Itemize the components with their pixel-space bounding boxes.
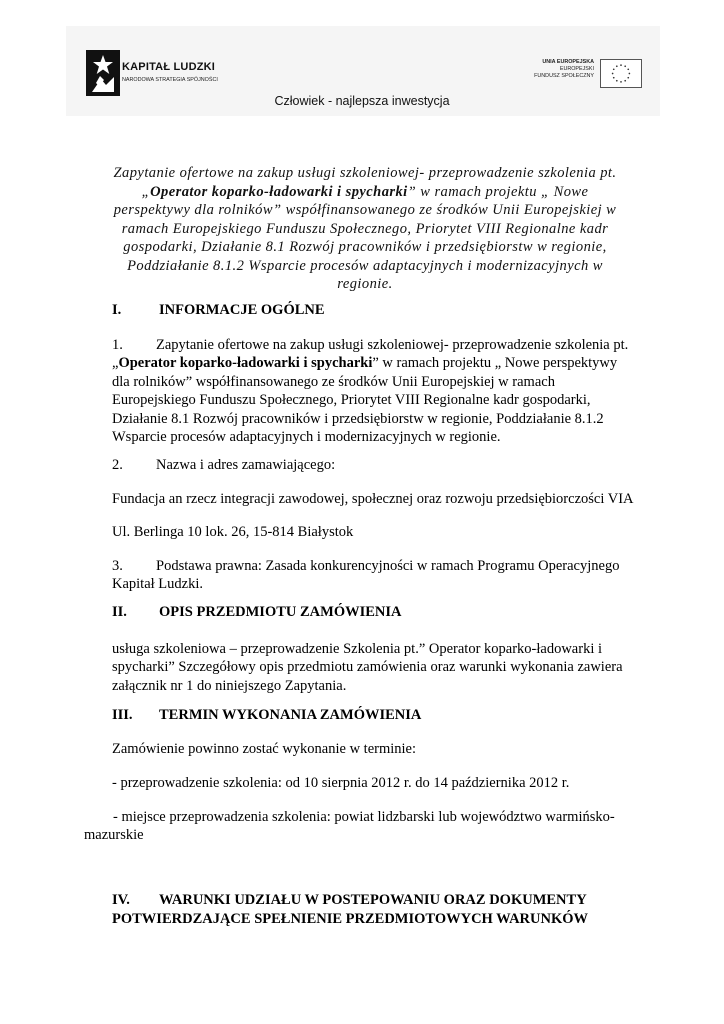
item-1-course-name: Operator koparko-ładowarki i spycharki: [118, 355, 373, 372]
intro-paragraph: [110, 164, 620, 294]
item-3-line-2: Kapitał Ludzki.: [112, 576, 204, 593]
item-1-line-6: Wsparcie procesów adaptacyjnych i modernizacyjnych w regionie.: [112, 429, 501, 446]
eu-logo-text: [534, 59, 594, 81]
section-3-number: III.: [112, 707, 133, 723]
section-2-body: [112, 640, 672, 695]
section-2-title: OPIS PRZEDMIOTU ZAMÓWIENIA: [159, 604, 402, 620]
item-1-line-2-rest: ” w ramach projektu „ Nowe perspektywy: [372, 355, 618, 372]
section-1-item-3: [112, 557, 619, 594]
tagline: Człowiek - najlepsza inwestycja: [274, 94, 450, 108]
intro-pre: Zapytanie ofertowe na zakup usługi szkoleniowej- przeprowadzenie szkolenia pt. „: [113, 165, 617, 200]
item-1-line-4: Europejskiego Funduszu Społecznego, Priorytet VIII Regionalne kadr gospodarki,: [112, 392, 591, 409]
intro-post: ” w ramach projektu „ Nowe perspektywy dla rolników” współfinansowanego ze środków Unii Europejskiej w ramach Europejskiego Funduszu Społecznego, Priorytet VIII Regionalne kadr gospodarki, Działanie 8.1 Rozwój pracowników i przedsiębiorstw w regionie, Poddziałanie 8.1.2 Wsparcie procesów adaptacyjnych i modernizacyjnych w regionie.: [113, 183, 617, 292]
eu-flag-icon: [600, 59, 642, 88]
section-4-line-1: [112, 891, 588, 910]
section-4-title-line-2: POTWIERDZAJĄCE SPEŁNIENIE PRZEDMIOTOWYCH WARUNKÓW: [112, 910, 589, 927]
section-4-number: IV.: [112, 892, 130, 908]
organization-name: Fundacja an rzecz integracji zawodowej, społecznej oraz rozwoju przedsiębiorczości VIA: [112, 491, 634, 507]
intro-course-name: Operator koparko-ładowarki i spycharki: [150, 183, 408, 200]
item-1-text: Zapytanie ofertowe na zakup usługi szkoleniowej- przeprowadzenie szkolenia pt.: [156, 337, 629, 353]
section-4-title-line-1: WARUNKI UDZIAŁU W POSTEPOWANIU ORAZ DOKUMENTY: [159, 892, 587, 908]
section-3-place-line-2: mazurskie: [84, 827, 144, 844]
item-3-text: Podstawa prawna: Zasada konkurencyjności w ramach Programu Operacyjnego: [156, 558, 620, 574]
eu-line-2: EUROPEJSKI: [559, 66, 594, 73]
section-3-place-line-1: - miejsce przeprowadzenia szkolenia: powiat lidzbarski lub województwo warmińsko-: [113, 809, 615, 825]
section-2-line-3: załącznik nr 1 do niniejszego Zapytania.: [112, 677, 347, 694]
section-3-title: TERMIN WYKONANIA ZAMÓWIENIA: [159, 707, 422, 723]
item-1-line-2: [112, 354, 672, 372]
item-1-number: 1.: [112, 337, 123, 353]
item-3-line-1: [112, 557, 619, 575]
item-2-number: 2.: [112, 457, 123, 473]
section-1-item-1: [112, 336, 672, 446]
section-3-heading: [112, 707, 421, 724]
section-1-heading: [112, 302, 325, 319]
item-1-open-quote: „: [112, 355, 119, 372]
item-1-line-3: dla rolników” współfinansowanego ze środków Unii Europejskiej w ramach: [112, 373, 555, 390]
logo-subtitle: NARODOWA STRATEGIA SPÓJNOŚCI: [122, 77, 218, 83]
section-4-heading: [112, 891, 588, 928]
kapital-ludzki-logo: [86, 50, 236, 96]
section-3-term: - przeprowadzenie szkolenia: od 10 sierpnia 2012 r. do 14 października 2012 r.: [112, 775, 570, 791]
section-1-item-2: [112, 456, 335, 474]
section-3-place: [84, 808, 664, 845]
logo-title: KAPITAŁ LUDZKI: [122, 61, 216, 73]
section-3-intro: Zamówienie powinno zostać wykonanie w terminie:: [112, 741, 417, 757]
section-2-heading: [112, 604, 402, 621]
eu-logo: [516, 59, 642, 91]
section-2-number: II.: [112, 604, 127, 620]
organization-address: Ul. Berlinga 10 lok. 26, 15-814 Białystok: [112, 524, 354, 540]
item-3-number: 3.: [112, 558, 123, 574]
item-2-text: Nazwa i adres zamawiającego:: [156, 457, 336, 473]
section-2-line-1: usługa szkoleniowa – przeprowadzenie Szkolenia pt.” Operator koparko-ładowarki i: [112, 641, 603, 657]
item-1-line-1: [112, 336, 672, 354]
kapital-ludzki-logo-icon: [86, 50, 120, 96]
eu-line-3: FUNDUSZ SPOŁECZNY: [534, 73, 594, 80]
item-1-line-5: Działanie 8.1 Rozwój pracowników i przedsiębiorstw w regionie, Poddziałanie 8.1.2: [112, 410, 604, 427]
section-1-title: INFORMACJE OGÓLNE: [159, 302, 325, 318]
eu-line-1: UNIA EUROPEJSKA: [542, 59, 594, 65]
section-2-line-2: spycharki” Szczegółowy opis przedmiotu zamówienia oraz warunki wykonania zawiera: [112, 659, 623, 676]
section-1-number: I.: [112, 302, 122, 318]
